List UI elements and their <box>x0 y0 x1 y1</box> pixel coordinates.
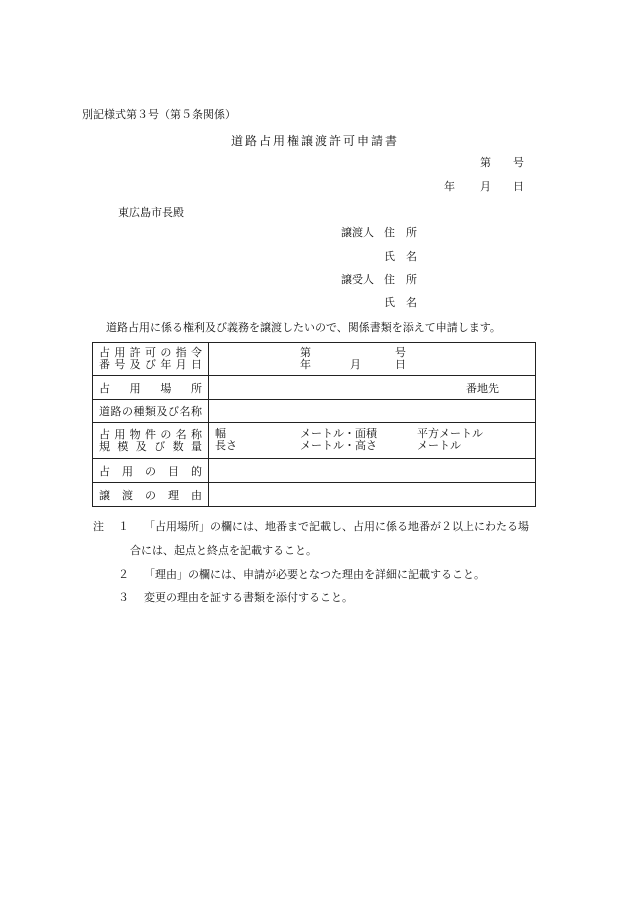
object-length-label: 長さ <box>215 439 237 452</box>
row-label-road-type: 道路の種類及び名称 <box>93 400 209 423</box>
table-row-road-type <box>93 400 536 423</box>
notes-prefix: 注 <box>93 520 104 533</box>
transferee-role: 譲受人 <box>341 273 374 286</box>
transferor-name-label: 氏 名 <box>384 250 417 263</box>
note-1-number: １ <box>118 520 129 533</box>
row-label-reason: 譲渡の理由 <box>93 483 209 507</box>
row-label-object <box>93 423 209 459</box>
transferee-address-label: 住 所 <box>384 273 417 286</box>
number-go-label: 号 <box>513 156 524 169</box>
location-value <box>209 376 536 400</box>
table-row-purpose <box>93 459 536 483</box>
reason-value <box>209 483 536 507</box>
permit-year-label: 年 <box>300 358 311 371</box>
addressee: 東広島市長殿 <box>118 206 184 219</box>
row-label-purpose: 占用の目的 <box>93 459 209 483</box>
note-2-number: ２ <box>118 568 129 581</box>
road-type-value <box>209 400 536 423</box>
table-row-location <box>93 376 536 400</box>
note-3-number: ３ <box>118 591 129 604</box>
application-table <box>92 342 536 507</box>
permit-label-line2: 番号及び年月日 <box>99 358 202 371</box>
date-year-label: 年 <box>444 180 455 193</box>
permit-month-label: 月 <box>350 358 361 371</box>
note-1-line1: 「占用場所」の欄には、地番まで記載し、占用に係る地番が２以上にわたる場 <box>144 520 529 533</box>
form-reference: 別記様式第３号（第５条関係） <box>82 108 236 121</box>
object-label-line1: 占用物件の名称 <box>99 427 202 441</box>
object-m-area-label: メートル・面積 <box>300 427 377 440</box>
transferor-address-label: 住 所 <box>384 226 417 239</box>
transferor-role: 譲渡人 <box>341 226 374 239</box>
object-m-label: メートル <box>417 439 461 452</box>
number-no-label: 第 <box>480 156 491 169</box>
permit-number-value <box>209 343 536 376</box>
object-sqm-label: 平方メートル <box>417 427 483 440</box>
location-suffix: 番地先 <box>466 381 499 395</box>
row-label-permit-number <box>93 343 209 376</box>
permit-label-line1: 占用許可の指令 <box>99 346 202 359</box>
permit-no-label: 第 <box>300 346 311 359</box>
note-2-text: 「理由」の欄には、申請が必要となつた理由を詳細に記載すること。 <box>144 568 485 581</box>
object-width-label: 幅 <box>215 427 226 440</box>
purpose-value <box>209 459 536 483</box>
object-value <box>209 423 536 459</box>
transferee-name-label: 氏 名 <box>384 296 417 309</box>
note-1-line2: 合には、起点と終点を記載すること。 <box>130 544 317 557</box>
note-3-text: 変更の理由を証する書類を添付すること。 <box>144 591 353 604</box>
date-month-label: 月 <box>480 180 491 193</box>
object-label-line2: 規模及び数量 <box>99 439 202 453</box>
object-m-height-label: メートル・高さ <box>300 439 377 452</box>
table-row-object <box>93 423 536 459</box>
row-label-location: 占用場所 <box>93 376 209 400</box>
permit-day-label: 日 <box>395 358 406 371</box>
table-row-permit-number <box>93 343 536 376</box>
permit-go-label: 号 <box>395 346 406 359</box>
table-row-reason <box>93 483 536 507</box>
intro-statement: 道路占用に係る権利及び義務を譲渡したいので、関係書類を添えて申請します。 <box>106 321 501 334</box>
date-day-label: 日 <box>513 180 524 193</box>
document-title: 道路占用権譲渡許可申請書 <box>230 134 399 148</box>
